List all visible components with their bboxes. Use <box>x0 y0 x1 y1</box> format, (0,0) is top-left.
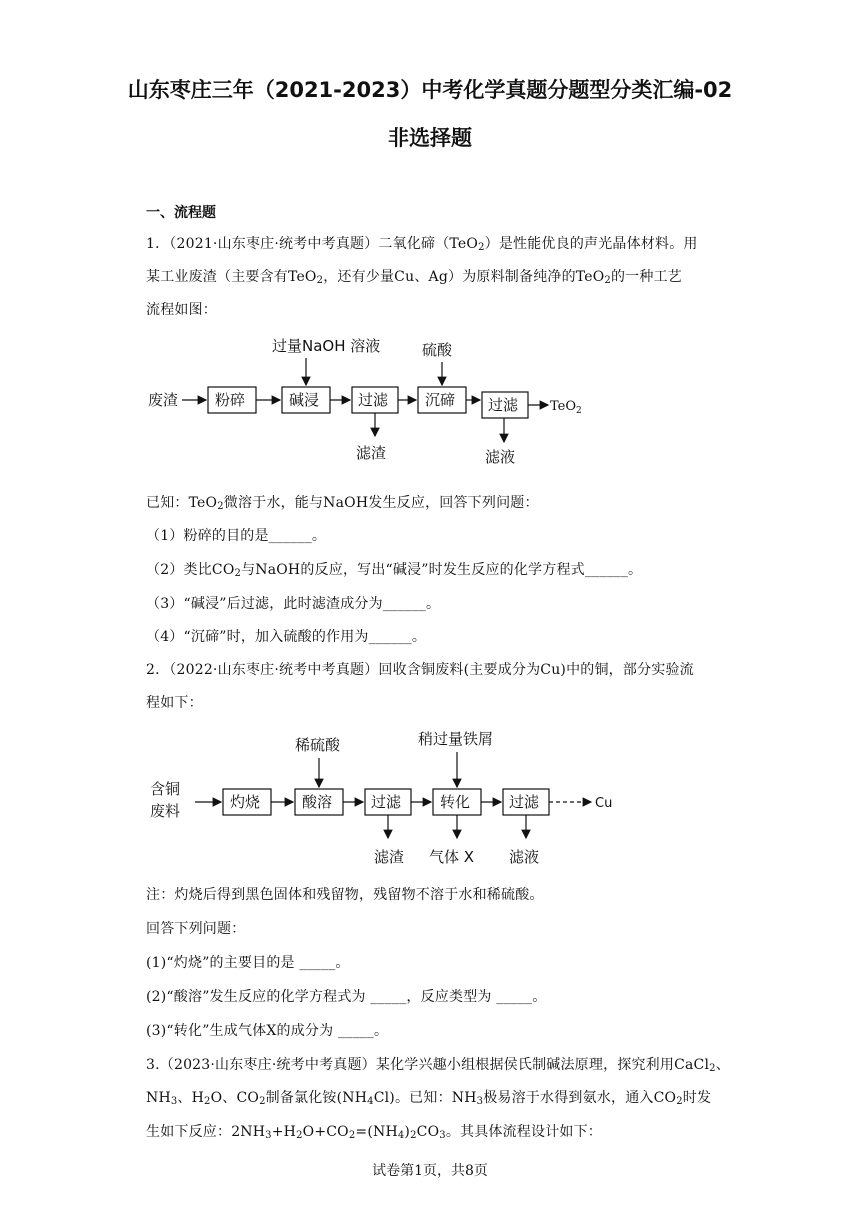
q1-flow-reagent-1: 过量NaOH 溶液 <box>272 337 381 355</box>
q1-flow-byproduct-2: 滤液 <box>485 448 516 466</box>
q1-flow-byproduct-1: 滤渣 <box>356 444 387 462</box>
q1-intro-line-2: 某工业废渣（主要含有TeO$_2$，还有少量Cu、Ag）为原料制备纯净的TeO$_2$的一种工艺 <box>146 269 682 286</box>
q1-intro-line-3: 流程如图： <box>146 302 217 318</box>
q2-flow-byproduct-3: 滤液 <box>509 848 540 866</box>
q1-flow-step-2: 碱浸 <box>289 391 320 409</box>
page-footer: 试卷第1页，共8页 <box>372 1163 488 1179</box>
q1-intro-line-1: 1．（2021·山东枣庄·统考中考真题）二氧化碲（TeO$_2$）是性能优良的声光晶体材料。用 <box>146 236 698 253</box>
page-title: 山东枣庄三年（2021-2023）中考化学真题分题型分类汇编-02 <box>127 78 733 102</box>
section-heading: 一、流程题 <box>146 205 216 221</box>
q2-flow-output: Cu <box>595 796 613 811</box>
q1-sub1: （1）粉碎的目的是______。 <box>146 528 327 544</box>
q2-flow-input-line-2: 废料 <box>150 802 181 820</box>
q1-flow-diagram <box>140 330 600 470</box>
q1-sub3: （3）“碱浸”后过滤，此时滤渣成分为______。 <box>146 596 441 612</box>
page-subtitle: 非选择题 <box>388 126 472 150</box>
q2-sub3: (3)“转化”生成气体X的成分为 _____。 <box>146 1023 389 1039</box>
q2-flow-step-3: 过滤 <box>371 793 402 811</box>
q3-line-2: $NH_3$、$H_2O$、$CO_2$制备氯化铵$(NH_4Cl)$。已知：$NH_3$极易溶于水得到氨水，通入$CO_2$时发 <box>146 1090 712 1107</box>
q2-flow-reagent-1: 稀硫酸 <box>295 736 341 754</box>
q1-flow-reagent-2: 硫酸 <box>422 341 453 359</box>
q2-sub1: (1)“灼烧”的主要目的是 _____。 <box>146 955 350 971</box>
q2-prompt: 回答下列问题： <box>146 921 246 937</box>
q2-flow-diagram <box>145 722 635 872</box>
q2-flow-input-line-1: 含铜 <box>150 780 181 798</box>
q1-sub2: （2）类比$CO_2$与NaOH的反应，写出“碱浸”时发生反应的化学方程式______。 <box>146 562 643 579</box>
q2-flow-byproduct-2: 气体 X <box>429 848 475 866</box>
q1-flow-step-5: 过滤 <box>488 396 519 414</box>
q2-flow-reagent-2: 稍过量铁屑 <box>418 730 494 748</box>
q2-flow-step-5: 过滤 <box>509 793 540 811</box>
q1-flow-step-1: 粉碎 <box>215 391 246 409</box>
q1-flow-step-4: 沉碲 <box>425 391 456 409</box>
q2-flow-step-1: 灼烧 <box>230 793 261 811</box>
q1-flow-input: 废渣 <box>148 391 179 409</box>
q1-flow-step-3: 过滤 <box>358 391 389 409</box>
q1-sub4: （4）“沉碲”时，加入硫酸的作用为______。 <box>146 629 427 645</box>
q2-sub2: (2)“酸溶”发生反应的化学方程式为 _____，反应类型为 _____。 <box>146 989 547 1005</box>
q2-flow-step-4: 转化 <box>440 793 471 811</box>
q1-known: 已知：TeO$_2$微溶于水，能与NaOH发生反应，回答下列问题： <box>146 495 539 512</box>
q2-intro-line-2: 程如下： <box>146 695 203 711</box>
q3-line-3: 生如下反应：$2NH_3+H_2O+CO_2=(NH_4)_2CO_3$。其具体流程设计如下： <box>146 1124 603 1141</box>
q2-intro-line-1: 2．（2022·山东枣庄·统考中考真题）回收含铜废料(主要成分为Cu)中的铜，部分实验流 <box>146 662 694 678</box>
q3-line-1: 3.（2023·山东枣庄·统考中考真题）某化学兴趣小组根据侯氏制碱法原理，探究利用CaCl$_2$、 <box>146 1057 730 1074</box>
q2-flow-step-2: 酸溶 <box>302 793 333 811</box>
q2-note: 注：灼烧后得到黑色固体和残留物，残留物不溶于水和稀硫酸。 <box>146 887 544 903</box>
q1-flow-output: TeO$_2$ <box>550 399 582 416</box>
q2-flow-byproduct-1: 滤渣 <box>374 848 405 866</box>
